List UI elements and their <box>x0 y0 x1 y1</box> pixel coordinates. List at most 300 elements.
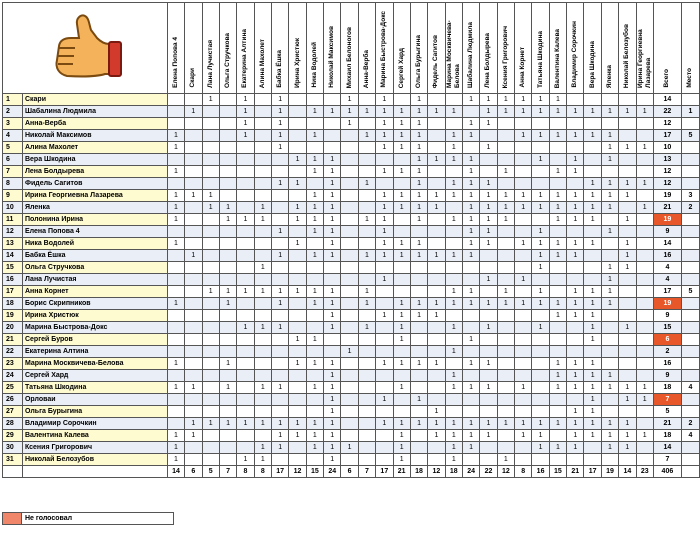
vote-cell: 1 <box>410 166 427 178</box>
vote-cell <box>289 226 306 238</box>
vote-cell: 1 <box>497 418 514 430</box>
vote-cell <box>185 394 202 406</box>
column-total: 15 <box>306 466 323 478</box>
column-header: Шабалина Людмила <box>462 3 479 94</box>
row-name: Владимир Сорочкин <box>22 418 167 430</box>
vote-cell <box>462 310 479 322</box>
vote-cell: 1 <box>619 262 636 274</box>
vote-cell <box>271 334 288 346</box>
vote-cell: 1 <box>462 250 479 262</box>
row-place <box>681 142 699 154</box>
vote-cell <box>358 394 375 406</box>
vote-cell: 1 <box>306 130 323 142</box>
row-number: 22 <box>3 346 23 358</box>
vote-cell: 1 <box>254 286 271 298</box>
vote-cell: 1 <box>636 106 653 118</box>
vote-cell <box>515 178 532 190</box>
vote-cell: 1 <box>601 130 618 142</box>
vote-cell <box>619 154 636 166</box>
vote-cell: 1 <box>584 418 601 430</box>
vote-cell <box>532 454 549 466</box>
vote-cell <box>237 334 254 346</box>
row-number: 23 <box>3 358 23 370</box>
vote-cell: 1 <box>167 382 184 394</box>
row-total: 16 <box>653 358 681 370</box>
vote-cell: 1 <box>306 190 323 202</box>
row-place: 4 <box>681 430 699 442</box>
vote-cell <box>601 250 618 262</box>
vote-cell <box>358 274 375 286</box>
table-row <box>3 214 700 226</box>
vote-cell <box>636 274 653 286</box>
vote-cell: 1 <box>324 310 341 322</box>
vote-cell <box>480 154 497 166</box>
vote-cell <box>619 370 636 382</box>
vote-cell <box>428 322 445 334</box>
vote-cell <box>497 382 514 394</box>
vote-cell <box>532 178 549 190</box>
vote-cell <box>480 250 497 262</box>
vote-cell <box>271 454 288 466</box>
row-name: Алина Махолет <box>22 142 167 154</box>
vote-cell: 1 <box>601 190 618 202</box>
row-place: 4 <box>681 382 699 394</box>
vote-cell <box>341 454 358 466</box>
vote-cell <box>341 406 358 418</box>
vote-cell: 1 <box>306 382 323 394</box>
row-number: 5 <box>3 142 23 154</box>
vote-cell: 1 <box>393 250 410 262</box>
row-total: 16 <box>653 250 681 262</box>
row-number: 13 <box>3 238 23 250</box>
vote-cell: 1 <box>324 250 341 262</box>
row-place <box>681 442 699 454</box>
vote-cell: 1 <box>532 418 549 430</box>
vote-cell <box>254 310 271 322</box>
column-header: Ксения Григорович <box>497 3 514 94</box>
vote-cell <box>636 334 653 346</box>
vote-cell <box>428 94 445 106</box>
vote-cell: 1 <box>202 418 219 430</box>
vote-cell <box>619 202 636 214</box>
vote-cell: 1 <box>619 190 636 202</box>
vote-cell: 1 <box>549 370 566 382</box>
column-total: 7 <box>219 466 236 478</box>
vote-cell: 1 <box>584 430 601 442</box>
vote-cell: 1 <box>237 118 254 130</box>
vote-cell <box>289 166 306 178</box>
row-place <box>681 454 699 466</box>
vote-cell: 1 <box>462 118 479 130</box>
vote-cell: 1 <box>497 166 514 178</box>
vote-cell: 1 <box>376 166 393 178</box>
vote-cell <box>445 358 462 370</box>
vote-cell: 1 <box>480 190 497 202</box>
vote-cell <box>254 430 271 442</box>
row-total: 13 <box>653 154 681 166</box>
vote-cell <box>428 370 445 382</box>
vote-cell <box>567 334 584 346</box>
vote-cell: 1 <box>358 130 375 142</box>
row-name: Ольга Стручкова <box>22 262 167 274</box>
vote-cell <box>306 178 323 190</box>
vote-cell: 1 <box>515 382 532 394</box>
vote-cell: 1 <box>567 358 584 370</box>
vote-cell <box>358 442 375 454</box>
vote-cell <box>515 406 532 418</box>
vote-cell: 1 <box>185 250 202 262</box>
vote-cell <box>515 142 532 154</box>
vote-cell <box>636 406 653 418</box>
vote-cell: 1 <box>324 370 341 382</box>
vote-cell: 1 <box>549 106 566 118</box>
vote-cell: 1 <box>358 250 375 262</box>
vote-cell <box>515 394 532 406</box>
vote-cell: 1 <box>567 310 584 322</box>
vote-cell <box>254 190 271 202</box>
row-number: 10 <box>3 202 23 214</box>
vote-cell <box>289 250 306 262</box>
vote-cell: 1 <box>410 202 427 214</box>
vote-cell: 1 <box>306 154 323 166</box>
vote-cell <box>167 310 184 322</box>
vote-cell: 1 <box>445 178 462 190</box>
row-total: 19 <box>653 190 681 202</box>
vote-cell: 1 <box>462 442 479 454</box>
vote-cell: 1 <box>480 94 497 106</box>
row-place <box>681 166 699 178</box>
vote-cell: 1 <box>584 214 601 226</box>
vote-cell <box>428 238 445 250</box>
vote-cell <box>445 394 462 406</box>
vote-cell: 1 <box>584 310 601 322</box>
vote-cell: 1 <box>393 442 410 454</box>
vote-cell <box>532 310 549 322</box>
vote-cell: 1 <box>219 382 236 394</box>
vote-cell <box>376 154 393 166</box>
vote-cell: 1 <box>237 418 254 430</box>
table-row <box>3 310 700 322</box>
vote-cell: 1 <box>584 190 601 202</box>
vote-cell <box>619 166 636 178</box>
vote-cell <box>358 142 375 154</box>
vote-cell <box>271 262 288 274</box>
vote-cell <box>324 118 341 130</box>
column-total: 8 <box>254 466 271 478</box>
vote-cell <box>428 442 445 454</box>
vote-cell <box>358 454 375 466</box>
row-number: 6 <box>3 154 23 166</box>
vote-cell <box>601 238 618 250</box>
vote-cell <box>237 190 254 202</box>
vote-cell <box>202 130 219 142</box>
vote-cell <box>549 430 566 442</box>
vote-cell <box>497 358 514 370</box>
vote-cell <box>567 322 584 334</box>
vote-cell: 1 <box>445 298 462 310</box>
table-row <box>3 178 700 190</box>
vote-cell: 1 <box>324 190 341 202</box>
vote-cell: 1 <box>567 370 584 382</box>
vote-cell <box>341 214 358 226</box>
vote-cell: 1 <box>324 166 341 178</box>
vote-cell <box>289 118 306 130</box>
vote-cell <box>497 334 514 346</box>
vote-cell <box>306 310 323 322</box>
vote-cell <box>341 202 358 214</box>
vote-cell <box>202 106 219 118</box>
vote-cell <box>410 382 427 394</box>
header-row <box>3 3 700 94</box>
vote-cell <box>341 166 358 178</box>
vote-cell: 1 <box>601 202 618 214</box>
vote-cell: 1 <box>254 202 271 214</box>
vote-cell: 1 <box>636 142 653 154</box>
vote-cell <box>428 178 445 190</box>
vote-cell <box>549 118 566 130</box>
column-total: 17 <box>376 466 393 478</box>
vote-cell <box>185 154 202 166</box>
vote-cell <box>358 406 375 418</box>
vote-cell <box>532 346 549 358</box>
column-total: 19 <box>601 466 618 478</box>
vote-cell: 1 <box>324 454 341 466</box>
vote-cell <box>202 118 219 130</box>
table-row <box>3 322 700 334</box>
vote-cell <box>410 262 427 274</box>
table-row <box>3 202 700 214</box>
vote-cell <box>376 178 393 190</box>
row-name: Лена Болдырева <box>22 166 167 178</box>
vote-cell <box>584 262 601 274</box>
column-total: 12 <box>497 466 514 478</box>
vote-cell <box>358 430 375 442</box>
vote-cell: 1 <box>271 142 288 154</box>
vote-cell <box>237 382 254 394</box>
vote-cell: 1 <box>393 142 410 154</box>
vote-cell <box>185 370 202 382</box>
vote-cell <box>376 430 393 442</box>
vote-cell <box>289 454 306 466</box>
vote-cell <box>549 346 566 358</box>
column-total: 18 <box>410 466 427 478</box>
vote-cell: 1 <box>532 442 549 454</box>
vote-cell <box>549 262 566 274</box>
vote-cell <box>324 262 341 274</box>
vote-cell: 1 <box>532 202 549 214</box>
vote-cell: 1 <box>428 106 445 118</box>
vote-cell: 1 <box>358 322 375 334</box>
vote-cell <box>428 394 445 406</box>
vote-cell <box>532 334 549 346</box>
vote-cell <box>289 142 306 154</box>
vote-cell: 1 <box>185 190 202 202</box>
vote-cell: 1 <box>393 118 410 130</box>
vote-cell: 1 <box>428 154 445 166</box>
vote-cell <box>480 346 497 358</box>
table-row <box>3 286 700 298</box>
vote-cell <box>376 442 393 454</box>
vote-cell <box>376 262 393 274</box>
vote-cell <box>358 190 375 202</box>
vote-cell <box>271 406 288 418</box>
vote-cell <box>237 274 254 286</box>
column-header: Сергей Хард <box>393 3 410 94</box>
vote-cell <box>219 370 236 382</box>
vote-cell <box>341 286 358 298</box>
row-place: 2 <box>681 418 699 430</box>
row-name: Марина Москвичева-Белова <box>22 358 167 370</box>
vote-cell <box>376 406 393 418</box>
vote-cell: 1 <box>289 202 306 214</box>
column-total: 17 <box>271 466 288 478</box>
vote-cell: 1 <box>445 250 462 262</box>
vote-cell <box>358 370 375 382</box>
vote-cell <box>636 310 653 322</box>
vote-cell <box>254 166 271 178</box>
vote-cell <box>202 274 219 286</box>
vote-cell: 1 <box>167 454 184 466</box>
vote-cell <box>237 358 254 370</box>
vote-cell <box>445 94 462 106</box>
row-name: Сергей Буров <box>22 334 167 346</box>
column-total: 17 <box>584 466 601 478</box>
vote-cell: 1 <box>462 178 479 190</box>
vote-cell: 1 <box>445 430 462 442</box>
table-row <box>3 394 700 406</box>
vote-cell: 1 <box>271 298 288 310</box>
vote-cell <box>584 274 601 286</box>
column-header: Николай Белозубов <box>619 3 636 94</box>
vote-cell <box>636 442 653 454</box>
vote-cell <box>254 250 271 262</box>
row-place: 3 <box>681 190 699 202</box>
vote-cell <box>497 130 514 142</box>
place-header: Место <box>681 3 699 94</box>
vote-cell <box>567 94 584 106</box>
vote-cell: 1 <box>185 418 202 430</box>
vote-cell <box>462 370 479 382</box>
vote-cell <box>393 178 410 190</box>
vote-cell <box>393 274 410 286</box>
vote-cell <box>619 94 636 106</box>
vote-cell <box>567 394 584 406</box>
vote-cell: 1 <box>324 298 341 310</box>
vote-cell <box>619 286 636 298</box>
vote-cell <box>324 346 341 358</box>
vote-cell <box>532 370 549 382</box>
vote-cell: 1 <box>532 298 549 310</box>
vote-cell: 1 <box>567 202 584 214</box>
vote-cell: 1 <box>601 418 618 430</box>
vote-cell <box>480 394 497 406</box>
vote-cell: 1 <box>306 442 323 454</box>
column-header: Анна Корнет <box>515 3 532 94</box>
vote-cell: 1 <box>532 238 549 250</box>
vote-cell <box>237 262 254 274</box>
vote-cell <box>202 454 219 466</box>
vote-cell: 1 <box>601 178 618 190</box>
vote-cell <box>584 118 601 130</box>
vote-cell <box>358 382 375 394</box>
vote-cell <box>393 370 410 382</box>
vote-cell <box>619 310 636 322</box>
vote-cell <box>341 130 358 142</box>
vote-cell <box>567 274 584 286</box>
vote-cell <box>376 382 393 394</box>
vote-cell: 1 <box>480 202 497 214</box>
vote-cell: 1 <box>532 322 549 334</box>
vote-cell <box>289 382 306 394</box>
vote-cell: 1 <box>462 286 479 298</box>
vote-cell <box>202 334 219 346</box>
vote-cell: 1 <box>636 430 653 442</box>
table-row <box>3 346 700 358</box>
vote-cell: 1 <box>480 274 497 286</box>
vote-cell: 1 <box>289 358 306 370</box>
vote-cell <box>185 166 202 178</box>
vote-cell: 1 <box>271 322 288 334</box>
vote-cell: 1 <box>515 202 532 214</box>
vote-cell <box>428 382 445 394</box>
vote-cell: 1 <box>480 118 497 130</box>
vote-cell <box>376 454 393 466</box>
vote-cell: 1 <box>306 334 323 346</box>
vote-cell: 1 <box>445 370 462 382</box>
vote-cell: 1 <box>324 442 341 454</box>
vote-cell: 1 <box>324 226 341 238</box>
vote-cell <box>515 310 532 322</box>
vote-cell: 1 <box>549 238 566 250</box>
vote-cell <box>515 346 532 358</box>
vote-cell <box>462 454 479 466</box>
vote-cell: 1 <box>271 226 288 238</box>
vote-cell <box>549 454 566 466</box>
table-row <box>3 406 700 418</box>
vote-cell <box>549 142 566 154</box>
row-total: 9 <box>653 370 681 382</box>
column-header: Владимир Сорочкин <box>567 3 584 94</box>
vote-cell: 1 <box>324 322 341 334</box>
row-number: 17 <box>3 286 23 298</box>
vote-cell: 1 <box>306 226 323 238</box>
row-name: Елена Попова 4 <box>22 226 167 238</box>
row-total: 9 <box>653 310 681 322</box>
vote-cell <box>324 334 341 346</box>
vote-cell <box>358 154 375 166</box>
vote-cell <box>636 262 653 274</box>
vote-cell <box>289 322 306 334</box>
row-total: 4 <box>653 262 681 274</box>
vote-cell <box>410 274 427 286</box>
vote-cell <box>219 154 236 166</box>
vote-cell: 1 <box>341 106 358 118</box>
column-header: Валентина Калева <box>549 3 566 94</box>
column-total: 5 <box>202 466 219 478</box>
row-number: 19 <box>3 310 23 322</box>
vote-cell <box>515 454 532 466</box>
vote-cell <box>271 274 288 286</box>
vote-cell <box>393 286 410 298</box>
row-number: 4 <box>3 130 23 142</box>
vote-cell: 1 <box>445 142 462 154</box>
vote-cell <box>185 202 202 214</box>
row-place <box>681 406 699 418</box>
table-row <box>3 430 700 442</box>
vote-cell: 1 <box>393 166 410 178</box>
vote-cell <box>445 262 462 274</box>
vote-cell: 1 <box>254 322 271 334</box>
